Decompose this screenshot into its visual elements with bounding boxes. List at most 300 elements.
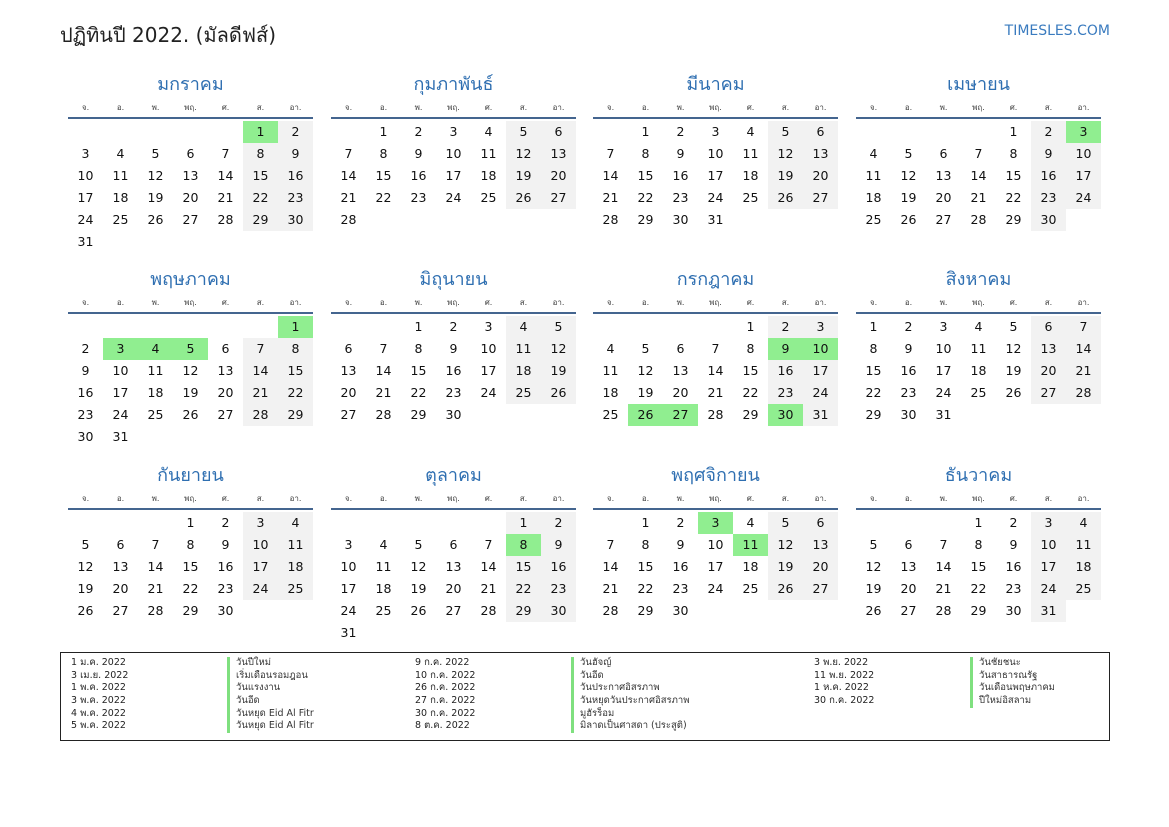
day-cell: 28 [970,212,987,227]
day-cell: 11 [1066,534,1101,556]
day-cell: 9 [414,146,423,161]
day-grid [856,121,1101,231]
day-cell: 27 [900,603,917,618]
month-block [856,267,1101,426]
day-cell: 3 [449,124,458,139]
day-cell: 3 [484,319,493,334]
day-cell: 9 [81,363,90,378]
month-block [856,463,1101,622]
holiday-name: วันเดือนพฤษภาคม [970,682,1139,695]
weekday-label: อ. [116,103,125,112]
day-cell: 14 [602,168,619,183]
day-cell: 18 [147,385,164,400]
weekday-header [856,102,1101,119]
day-cell: 8 [746,341,755,356]
weekday-label: ศ. [1009,103,1018,112]
day-cell: 3 [1031,512,1066,534]
day-cell: 20 [541,165,576,187]
day-cell: 31 [803,404,838,426]
day-cell: 14 [707,363,724,378]
weekday-label: จ. [869,103,878,112]
day-cell: 25 [506,382,541,404]
weekday-label: อ. [904,103,913,112]
day-grid [331,121,576,231]
day-cell: 10 [707,146,724,161]
day-cell: 8 [974,537,983,552]
day-cell: 9 [541,534,576,556]
day-cell: 4 [746,124,755,139]
day-cell: 14 [217,168,234,183]
weekday-label: พ. [151,103,160,112]
weekday-header [856,493,1101,510]
day-cell: 17 [112,385,129,400]
day-cell: 19 [637,385,654,400]
holiday-column [61,657,424,733]
empty-cell [891,121,926,143]
day-cell: 4 [379,537,388,552]
day-cell: 23 [1031,187,1066,209]
day-cell: 3 [344,537,353,552]
day-cell: 4 [116,146,125,161]
day-cell: 26 [865,603,882,618]
holiday-name: วันปีใหม่ [227,657,424,670]
day-cell: 28 [217,212,234,227]
day-cell: 28 [340,212,357,227]
empty-cell [593,512,628,534]
day-cell: 10 [707,537,724,552]
day-cell: 4 [606,341,615,356]
empty-cell [366,316,401,338]
weekday-label: ศ. [746,298,755,307]
empty-cell [103,316,138,338]
day-cell: 13 [803,534,838,556]
day-cell: 23 [278,187,313,209]
holiday-day-cell: 27 [663,404,698,426]
day-cell: 29 [243,209,278,231]
day-cell: 23 [1005,581,1022,596]
weekday-label: ส. [519,494,528,503]
holiday-name: วันสาธารณรัฐ [970,670,1139,683]
weekday-label: พ. [939,103,948,112]
empty-cell [103,121,138,143]
weekday-label: พฤ. [447,298,460,307]
day-cell: 18 [970,363,987,378]
day-cell: 2 [449,319,458,334]
holiday-name: วันฮัจญ์ [571,657,811,670]
holiday-date: 30 ก.ค. 2022 [415,707,476,719]
day-cell: 17 [340,581,357,596]
day-cell: 16 [768,360,803,382]
day-cell: 13 [672,363,689,378]
day-cell: 26 [147,212,164,227]
weekday-label: อา. [814,298,827,307]
day-cell: 28 [147,603,164,618]
day-cell: 7 [151,537,160,552]
day-cell: 17 [480,363,497,378]
weekday-label: ศ. [746,103,755,112]
weekday-label: อา. [552,298,565,307]
weekday-label: อา. [289,298,302,307]
day-cell: 7 [484,537,493,552]
weekday-label: ส. [781,298,790,307]
day-cell: 8 [278,338,313,360]
weekday-label: อา. [1077,298,1090,307]
empty-cell [628,316,663,338]
weekday-label: อ. [904,494,913,503]
day-cell: 30 [278,209,313,231]
weekday-label: พ. [939,494,948,503]
day-cell: 14 [147,559,164,574]
day-cell: 7 [974,146,983,161]
empty-cell [331,316,366,338]
day-cell: 27 [935,212,952,227]
day-cell: 21 [602,581,619,596]
day-cell: 29 [506,600,541,622]
day-cell: 6 [676,341,685,356]
day-cell: 13 [340,363,357,378]
weekday-label: อ. [116,298,125,307]
day-cell: 2 [278,121,313,143]
weekday-label: พฤ. [709,298,722,307]
empty-cell [173,121,208,143]
day-cell: 28 [1066,382,1101,404]
empty-cell [471,512,506,534]
day-cell: 6 [1031,316,1066,338]
weekday-label: พฤ. [447,494,460,503]
day-cell: 11 [147,363,164,378]
weekday-label: อา. [814,103,827,112]
day-cell: 11 [375,559,392,574]
day-cell: 24 [1066,187,1101,209]
day-cell: 26 [1005,385,1022,400]
day-cell: 18 [742,168,759,183]
holiday-row [61,695,424,708]
holiday-day-cell: 5 [173,338,208,360]
day-cell: 14 [375,363,392,378]
day-grid [68,121,313,253]
holiday-row [61,670,424,683]
weekday-label: ศ. [221,103,230,112]
day-cell: 15 [1005,168,1022,183]
weekday-label: จ. [81,103,90,112]
day-cell: 17 [707,168,724,183]
month-name: มกราคม [157,74,224,95]
day-cell: 25 [742,581,759,596]
holiday-date: 10 ก.ค. 2022 [415,669,476,681]
weekday-header [331,102,576,119]
weekday-label: พฤ. [184,103,197,112]
day-cell: 20 [1031,360,1066,382]
weekday-label: พ. [414,103,423,112]
day-cell: 4 [974,319,983,334]
day-cell: 2 [676,515,685,530]
day-cell: 31 [77,234,94,249]
empty-cell [331,512,366,534]
day-grid [593,121,838,231]
weekday-label: จ. [606,298,615,307]
weekday-label: ศ. [484,103,493,112]
weekday-header [68,493,313,510]
day-grid [331,512,576,644]
empty-cell [173,316,208,338]
day-cell: 25 [602,407,619,422]
day-cell: 8 [641,537,650,552]
day-grid [593,316,838,426]
empty-cell [331,121,366,143]
month-block [856,72,1101,231]
day-cell: 4 [278,512,313,534]
day-cell: 11 [112,168,129,183]
month-block [68,463,313,622]
holiday-row [405,670,811,683]
weekday-label: อ. [641,103,650,112]
holiday-date: 26 ก.ค. 2022 [415,682,476,694]
day-cell: 14 [340,168,357,183]
day-cell: 5 [768,121,803,143]
month-block [331,72,576,231]
weekday-label: อ. [641,298,650,307]
holiday-row [405,682,811,695]
day-cell: 21 [1066,360,1101,382]
day-cell: 2 [1009,515,1018,530]
day-cell: 23 [445,385,462,400]
day-cell: 12 [768,534,803,556]
month-block [593,72,838,231]
day-cell: 7 [711,341,720,356]
day-cell: 5 [81,537,90,552]
day-cell: 11 [970,341,987,356]
day-cell: 5 [768,512,803,534]
day-cell: 16 [410,168,427,183]
day-cell: 28 [602,603,619,618]
day-cell: 13 [217,363,234,378]
day-cell: 31 [1031,600,1066,622]
day-cell: 1 [186,515,195,530]
day-cell: 24 [340,603,357,618]
day-cell: 12 [410,559,427,574]
day-cell: 10 [1031,534,1066,556]
day-grid [856,316,1101,426]
weekday-label: อา. [1077,494,1090,503]
empty-cell [926,512,961,534]
day-cell: 10 [445,146,462,161]
day-cell: 15 [182,559,199,574]
page-title: ปฏิทินปี 2022. (มัลดีฟส์) [60,23,277,47]
holiday-date: 4 พ.ค. 2022 [71,707,126,719]
day-cell: 20 [112,581,129,596]
holiday-name: เริ่มเดือนรอมฎอน [227,670,424,683]
day-cell: 20 [900,581,917,596]
empty-cell [401,512,436,534]
day-cell: 9 [221,537,230,552]
day-cell: 21 [970,190,987,205]
holiday-name: วันชัยชนะ [970,657,1139,670]
day-cell: 17 [935,363,952,378]
weekday-label: พฤ. [184,298,197,307]
day-cell: 24 [1031,578,1066,600]
weekday-label: จ. [869,494,878,503]
empty-cell [856,512,891,534]
weekday-header [331,297,576,314]
day-cell: 28 [375,407,392,422]
holiday-date: 27 ก.ค. 2022 [415,695,476,707]
day-cell: 30 [1031,209,1066,231]
day-cell: 9 [449,341,458,356]
empty-cell [243,316,278,338]
day-cell: 17 [1066,165,1101,187]
day-cell: 15 [742,363,759,378]
day-cell: 21 [340,190,357,205]
day-cell: 19 [182,385,199,400]
day-cell: 21 [375,385,392,400]
day-cell: 1 [974,515,983,530]
weekday-label: อา. [289,103,302,112]
month-block [68,72,313,253]
day-cell: 3 [803,316,838,338]
day-cell: 13 [803,143,838,165]
day-cell: 20 [672,385,689,400]
day-cell: 29 [182,603,199,618]
day-cell: 12 [147,168,164,183]
day-cell: 15 [637,559,654,574]
day-cell: 31 [340,625,357,640]
day-cell: 5 [1009,319,1018,334]
day-cell: 17 [707,559,724,574]
weekday-label: ศ. [484,298,493,307]
weekday-label: พ. [151,298,160,307]
day-cell: 27 [340,407,357,422]
day-cell: 2 [676,124,685,139]
weekday-label: ศ. [1009,494,1018,503]
day-cell: 22 [970,581,987,596]
day-cell: 15 [865,363,882,378]
holiday-name: ปีใหม่อิสลาม [970,695,1139,708]
weekday-label: อ. [904,298,913,307]
month-name: กรกฎาคม [676,269,755,290]
day-cell: 18 [742,559,759,574]
day-cell: 23 [900,385,917,400]
day-cell: 24 [243,578,278,600]
day-cell: 22 [375,190,392,205]
day-cell: 25 [147,407,164,422]
day-grid [68,316,313,448]
weekday-label: พฤ. [972,494,985,503]
day-cell: 27 [803,187,838,209]
day-grid [593,512,838,622]
day-cell: 27 [541,187,576,209]
weekday-header [68,297,313,314]
weekday-label: ศ. [221,298,230,307]
day-cell: 13 [900,559,917,574]
holiday-name: มิลาดเป็นศาสดา (ประสูติ) [571,720,811,733]
day-cell: 26 [182,407,199,422]
weekday-label: จ. [606,103,615,112]
holiday-column [405,657,811,733]
site-brand-link[interactable]: TIMESLES.COM [1004,23,1110,39]
day-cell: 11 [506,338,541,360]
holiday-name: วันหยุดวันประกาศอิสรภาพ [571,695,811,708]
day-cell: 29 [970,603,987,618]
day-cell: 12 [637,363,654,378]
holiday-row [405,657,811,670]
day-cell: 16 [672,168,689,183]
weekday-label: อ. [379,103,388,112]
day-cell: 19 [768,556,803,578]
day-cell: 24 [707,581,724,596]
day-cell: 24 [112,407,129,422]
holiday-date: 3 พ.ย. 2022 [814,657,869,668]
day-cell: 30 [1005,603,1022,618]
day-grid [331,316,576,426]
day-cell: 6 [803,121,838,143]
day-cell: 28 [935,603,952,618]
weekday-label: ศ. [1009,298,1018,307]
day-cell: 13 [1031,338,1066,360]
day-cell: 2 [541,512,576,534]
empty-cell [103,512,138,534]
day-cell: 5 [641,341,650,356]
weekday-label: จ. [606,494,615,503]
day-cell: 25 [970,385,987,400]
day-cell: 7 [606,146,615,161]
day-cell: 17 [77,190,94,205]
weekday-label: ศ. [746,494,755,503]
weekday-label: จ. [869,298,878,307]
holiday-name: มูฮัรร็อม [571,708,811,721]
day-cell: 10 [112,363,129,378]
day-cell: 30 [217,603,234,618]
day-cell: 22 [637,190,654,205]
day-cell: 10 [340,559,357,574]
weekday-label: จ. [81,298,90,307]
day-cell: 22 [637,581,654,596]
weekday-label: ส. [1044,298,1053,307]
day-cell: 10 [77,168,94,183]
day-cell: 26 [768,187,803,209]
day-cell: 25 [865,212,882,227]
day-cell: 18 [112,190,129,205]
day-cell: 31 [707,212,724,227]
day-cell: 6 [803,512,838,534]
day-cell: 28 [243,404,278,426]
day-cell: 19 [768,165,803,187]
holiday-day-cell: 4 [138,338,173,360]
day-cell: 12 [1005,341,1022,356]
day-cell: 25 [742,190,759,205]
day-cell: 12 [77,559,94,574]
holiday-day-cell: 8 [506,534,541,556]
holiday-date: 8 ต.ค. 2022 [415,720,470,732]
day-grid [68,512,313,622]
weekday-label: พ. [414,494,423,503]
holiday-day-cell: 11 [733,534,768,556]
empty-cell [68,121,103,143]
day-cell: 15 [970,559,987,574]
day-cell: 11 [278,534,313,556]
day-cell: 6 [344,341,353,356]
day-cell: 27 [803,578,838,600]
day-cell: 29 [278,404,313,426]
day-cell: 17 [243,556,278,578]
empty-cell [208,316,243,338]
holiday-date: 1 พ.ค. 2022 [71,682,126,694]
day-cell: 22 [410,385,427,400]
day-cell: 19 [541,360,576,382]
day-cell: 31 [112,429,129,444]
day-cell: 19 [410,581,427,596]
weekday-label: พ. [676,494,685,503]
day-cell: 21 [480,581,497,596]
